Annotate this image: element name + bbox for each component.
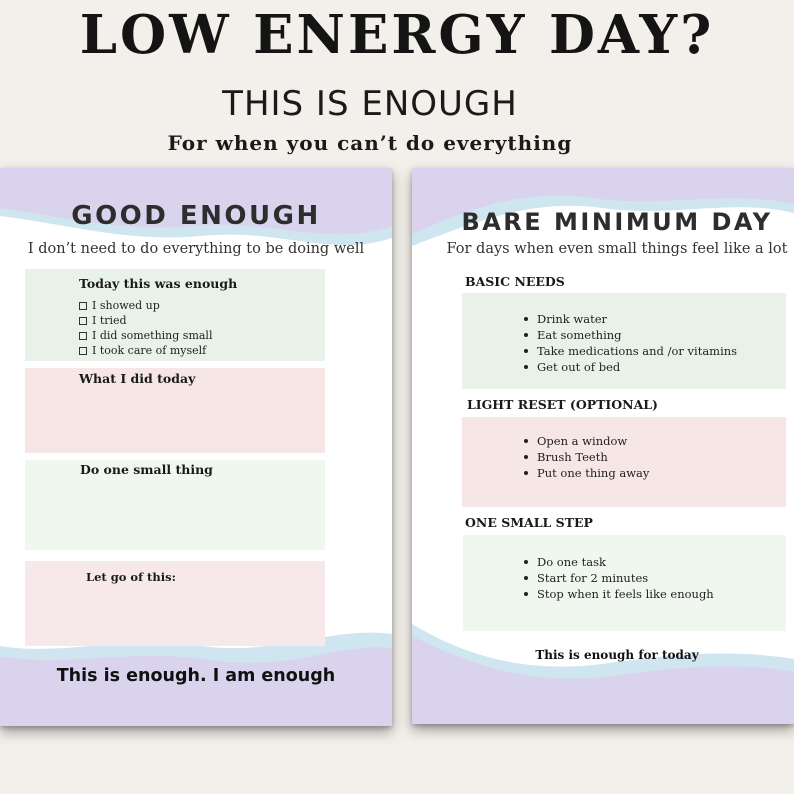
page-title: LOW ENERGY DAY? [79,4,715,66]
bullet-icon [524,365,528,369]
bare-minimum-sheet [412,168,794,724]
page-tagline: For when you can’t do everything [167,131,573,155]
bullet-icon [524,349,528,353]
list-item: Get out of bed [524,359,737,375]
section-heading-basic-needs: BASIC NEEDS [465,274,565,289]
let-go-box[interactable] [25,561,325,646]
sheet-subtitle: For days when even small things feel like a lot [446,241,788,257]
enough-checklist-box [25,269,325,361]
checkbox-icon[interactable] [79,332,87,340]
good-enough-sheet [0,168,392,726]
light-reset-list [524,433,649,481]
section-heading-light-reset: LIGHT RESET (OPTIONAL) [467,397,658,412]
bullet-icon [524,317,528,321]
list-item: Start for 2 minutes [524,570,714,586]
list-item: Put one thing away [524,465,649,481]
bullet-icon [524,455,528,459]
what-i-did-box[interactable] [25,368,325,453]
basic-needs-box [462,293,786,389]
bullet-icon [524,592,528,596]
bullet-icon [524,560,528,564]
list-item: Open a window [524,433,649,449]
one-small-step-box [463,535,786,631]
sheet-title: BARE MINIMUM DAY [461,208,773,236]
bullet-icon [524,471,528,475]
section-heading-one-small-step: ONE SMALL STEP [465,515,593,530]
box-title: Do one small thing [80,462,213,477]
list-item: Stop when it feels like enough [524,586,714,602]
bullet-icon [524,576,528,580]
checklist-item[interactable]: I tried [79,313,212,328]
checklist-item[interactable]: I showed up [79,298,212,313]
basic-needs-list [524,311,737,375]
list-item: Do one task [524,554,714,570]
box-title: Let go of this: [86,570,176,584]
checkbox-icon[interactable] [79,317,87,325]
box-title: What I did today [79,371,196,386]
list-item: Drink water [524,311,737,327]
list-item: Eat something [524,327,737,343]
one-small-step-list [524,554,714,602]
sheet-subtitle: I don’t need to do everything to be doing well [27,241,365,257]
checklist-item[interactable]: I did something small [79,328,212,343]
sheet-footer: This is enough. I am enough [56,666,336,686]
box-title: Today this was enough [79,276,238,291]
checkbox-icon[interactable] [79,347,87,355]
one-small-thing-box[interactable] [25,460,325,550]
light-reset-box [462,417,786,507]
page-subtitle: THIS IS ENOUGH [222,84,518,124]
checkbox-icon[interactable] [79,302,87,310]
list-item: Take medications and /or vitamins [524,343,737,359]
bullet-icon [524,333,528,337]
enough-checklist [79,298,212,358]
checklist-item[interactable]: I took care of myself [79,343,212,358]
sheet-footer: This is enough for today [535,648,699,662]
bullet-icon [524,439,528,443]
sheet-title: GOOD ENOUGH [71,201,321,231]
list-item: Brush Teeth [524,449,649,465]
